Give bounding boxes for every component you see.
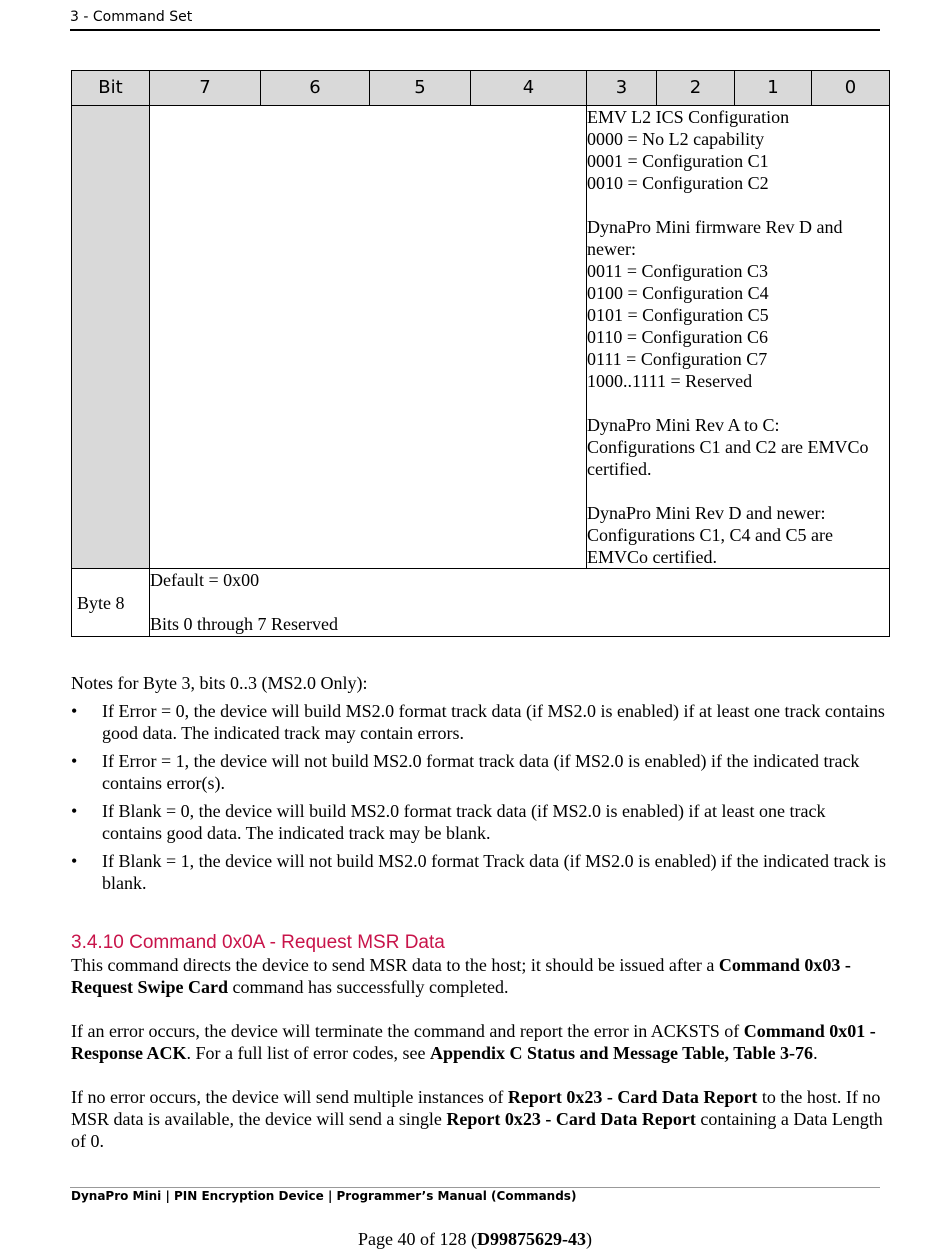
document-id: D99875629-43 (476, 1229, 586, 1249)
list-item (71, 750, 886, 794)
header-cell-0: 0 (812, 71, 890, 106)
header-cell-4: 4 (471, 71, 587, 106)
list-item-text: If Error = 0, the device will build MS2.0 format track data (if MS2.0 is enabled) if at least one track contains good data. The indicated track may contain errors. (102, 701, 885, 743)
header-cell-2: 2 (657, 71, 735, 106)
row-label-empty (72, 106, 150, 569)
table-row-byte8 (72, 569, 890, 637)
command-reference: Command 0x01 - Response ACK (71, 1021, 876, 1063)
desc-line: 0110 = Configuration C6 (587, 327, 768, 347)
paragraph-text: If no error occurs, the device will send multiple instances of (71, 1087, 508, 1107)
desc-block (587, 106, 889, 194)
desc-line: 0111 = Configuration C7 (587, 349, 768, 369)
list-item-text: If Error = 1, the device will not build MS2.0 format track data (if MS2.0 is enabled) if the indicated track contains error(s). (102, 751, 860, 793)
footer-text: DynaPro Mini | PIN Encryption Device | Programmer’s Manual (Commands) (71, 1189, 577, 1203)
paragraph-text: containing a Data Length of 0. (71, 1109, 883, 1151)
section-paragraph (71, 1020, 886, 1064)
table-header-row (72, 71, 890, 106)
byte8-description (150, 569, 890, 637)
notes-list (71, 700, 886, 894)
desc-line: EMV L2 ICS Configuration (587, 107, 790, 127)
bullet-icon: • (71, 801, 78, 821)
desc-line: 0011 = Configuration C3 (587, 261, 768, 281)
footer-divider (70, 1187, 880, 1188)
header-cell-1: 1 (735, 71, 812, 106)
page-header (70, 7, 880, 31)
paragraph-text: If an error occurs, the device will terminate the command and report the error in ACKSTS of (71, 1021, 744, 1041)
desc-line: 0100 = Configuration C4 (587, 283, 769, 303)
desc-line: 0101 = Configuration C5 (587, 305, 769, 325)
list-item (71, 800, 886, 844)
desc-line: DynaPro Mini Rev D and newer: (587, 503, 826, 523)
bits-3-0-description (587, 106, 890, 569)
paragraph-text: . For a full list of error codes, see (186, 1043, 430, 1063)
desc-line: DynaPro Mini firmware Rev D and newer: (587, 217, 843, 259)
page-number-text: Page 40 of 128 ( (358, 1229, 477, 1249)
desc-block (587, 502, 889, 568)
header-cell-7: 7 (150, 71, 261, 106)
bullet-icon: • (71, 701, 78, 721)
desc-line: 1000..1111 = Reserved (587, 371, 753, 391)
desc-block (587, 414, 889, 480)
list-item (71, 700, 886, 744)
byte8-reserved: Bits 0 through 7 Reserved (150, 614, 338, 634)
row-label-byte8: Byte 8 (72, 569, 150, 637)
report-reference: Report 0x23 - Card Data Report (446, 1109, 696, 1129)
bit-definition-table (71, 70, 890, 637)
bits-7-4-empty (150, 106, 587, 569)
list-item (71, 850, 886, 894)
section-paragraph (71, 1086, 886, 1152)
command-section (71, 932, 886, 1152)
list-item-text: If Blank = 0, the device will build MS2.0 format track data (if MS2.0 is enabled) if at least one track contains good data. The indicated track may be blank. (102, 801, 826, 843)
command-reference: Command 0x03 - Request Swipe Card (71, 955, 851, 997)
report-reference: Report 0x23 - Card Data Report (507, 1087, 758, 1107)
notes-section (71, 672, 886, 900)
header-cell-3: 3 (587, 71, 657, 106)
paragraph-text: . (813, 1043, 818, 1063)
paragraph-text: command has successfully completed. (228, 977, 509, 997)
page-number (0, 1228, 950, 1250)
paragraph-text: to the host. If no MSR data is available, the device will send a single (71, 1087, 881, 1129)
desc-line: Configurations C1 and C2 are EMVCo certified. (587, 437, 869, 479)
header-cell-5: 5 (370, 71, 471, 106)
section-paragraph (71, 954, 886, 998)
desc-line: 0000 = No L2 capability (587, 129, 765, 149)
bullet-icon: • (71, 751, 78, 771)
paragraph-text: This command directs the device to send MSR data to the host; it should be issued after a (71, 955, 719, 975)
desc-line: Configurations C1, C4 and C5 are EMVCo certified. (587, 525, 833, 567)
header-cell-6: 6 (261, 71, 370, 106)
desc-line: 0001 = Configuration C1 (587, 151, 769, 171)
list-item-text: If Blank = 1, the device will not build MS2.0 format Track data (if MS2.0 is enabled) if the indicated track is blank. (102, 851, 886, 893)
byte8-default: Default = 0x00 (150, 570, 260, 590)
desc-line: DynaPro Mini Rev A to C: (587, 415, 780, 435)
header-cell-bit: Bit (72, 71, 150, 106)
notes-intro: Notes for Byte 3, bits 0..3 (MS2.0 Only): (71, 673, 368, 693)
desc-block (587, 216, 889, 392)
bullet-icon: • (71, 851, 78, 871)
page-number-text: ) (585, 1229, 592, 1249)
section-heading: 3.4.10 Command 0x0A - Request MSR Data (71, 932, 445, 953)
appendix-reference: Appendix C Status and Message Table, Table 3-76 (429, 1043, 814, 1063)
header-title: 3 - Command Set (70, 9, 193, 25)
desc-line: 0010 = Configuration C2 (587, 173, 769, 193)
table-row-config (72, 106, 890, 569)
